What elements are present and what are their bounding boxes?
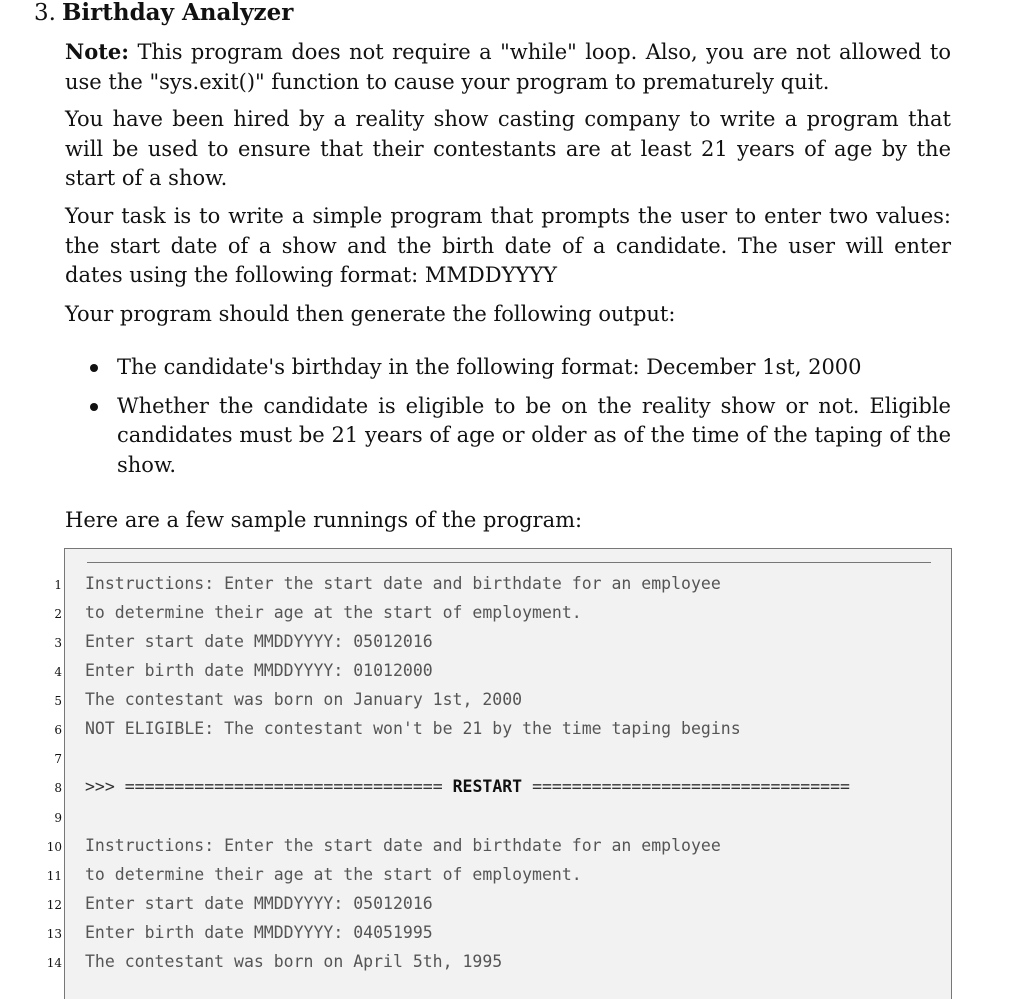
bullet-icon: [90, 403, 98, 411]
line-number: 7: [54, 752, 62, 766]
line-number: 4: [54, 665, 62, 679]
code-line: Instructions: Enter the start date and birthdate for an employee: [85, 574, 721, 593]
line-number: 13: [46, 927, 62, 941]
output-requirements-list: [90, 353, 951, 480]
line-number: 9: [54, 811, 62, 825]
bullet-icon: [90, 364, 98, 372]
code-line: Enter birth date MMDDYYYY: 01012000: [85, 661, 433, 680]
code-line: Instructions: Enter the start date and birthdate for an employee: [85, 836, 721, 855]
code-line: to determine their age at the start of employment.: [85, 603, 582, 622]
hired-paragraph: You have been hired by a reality show casting company to write a program that will be used to ensure that their contestants are at least 21 years of age by the start of a show.: [65, 107, 951, 190]
note-text: This program does not require a "while" loop. Also, you are not allowed to use the "sys.exit()" function to cause your program to prematurely quit.: [65, 40, 951, 94]
restart-rule-right: ================================: [532, 777, 850, 796]
output-intro-paragraph: Your program should then generate the following output:: [65, 302, 676, 326]
code-top-rule: [87, 562, 931, 563]
note-label: Note:: [65, 39, 130, 64]
line-number: 6: [54, 723, 62, 737]
line-number: 11: [46, 869, 62, 883]
section-heading: [34, 0, 293, 26]
line-number: 12: [46, 898, 62, 912]
restart-prompt: >>>: [85, 777, 115, 796]
line-number: 3: [54, 636, 62, 650]
section-number: 3.: [34, 0, 56, 26]
code-line: Enter birth date MMDDYYYY: 04051995: [85, 923, 433, 942]
restart-line: [85, 777, 850, 797]
code-line: NOT ELIGIBLE: The contestant won't be 21 by the time taping begins: [85, 719, 741, 738]
restart-label: RESTART: [452, 777, 523, 796]
line-number: 8: [54, 781, 62, 795]
line-number: 10: [46, 840, 62, 854]
line-number: 1: [54, 578, 62, 592]
line-number: 14: [46, 956, 62, 970]
list-item: The candidate's birthday in the following format: December 1st, 2000: [90, 353, 951, 383]
code-listing: [64, 548, 952, 999]
code-line: to determine their age at the start of employment.: [85, 865, 582, 884]
task-paragraph: Your task is to write a simple program that prompts the user to enter two values: the start date of a show and the birth date of a candidate. The user will enter dates using the following format: MMDDYYYY: [65, 204, 951, 287]
code-line: Enter start date MMDDYYYY: 05012016: [85, 894, 433, 913]
list-item: Whether the candidate is eligible to be on the reality show or not. Eligible candidates must be 21 years of age or older as of the time of the taping of the show.: [90, 392, 951, 481]
line-number: 5: [54, 694, 62, 708]
code-line: The contestant was born on April 5th, 1995: [85, 952, 503, 971]
samples-intro-paragraph: Here are a few sample runnings of the program:: [65, 508, 583, 532]
note-paragraph: [65, 37, 951, 97]
code-line: The contestant was born on January 1st, 2000: [85, 690, 523, 709]
line-number: 2: [54, 607, 62, 621]
section-title: Birthday Analyzer: [61, 0, 294, 26]
restart-rule-left: ================================: [124, 777, 443, 796]
code-line: Enter start date MMDDYYYY: 05012016: [85, 632, 433, 651]
